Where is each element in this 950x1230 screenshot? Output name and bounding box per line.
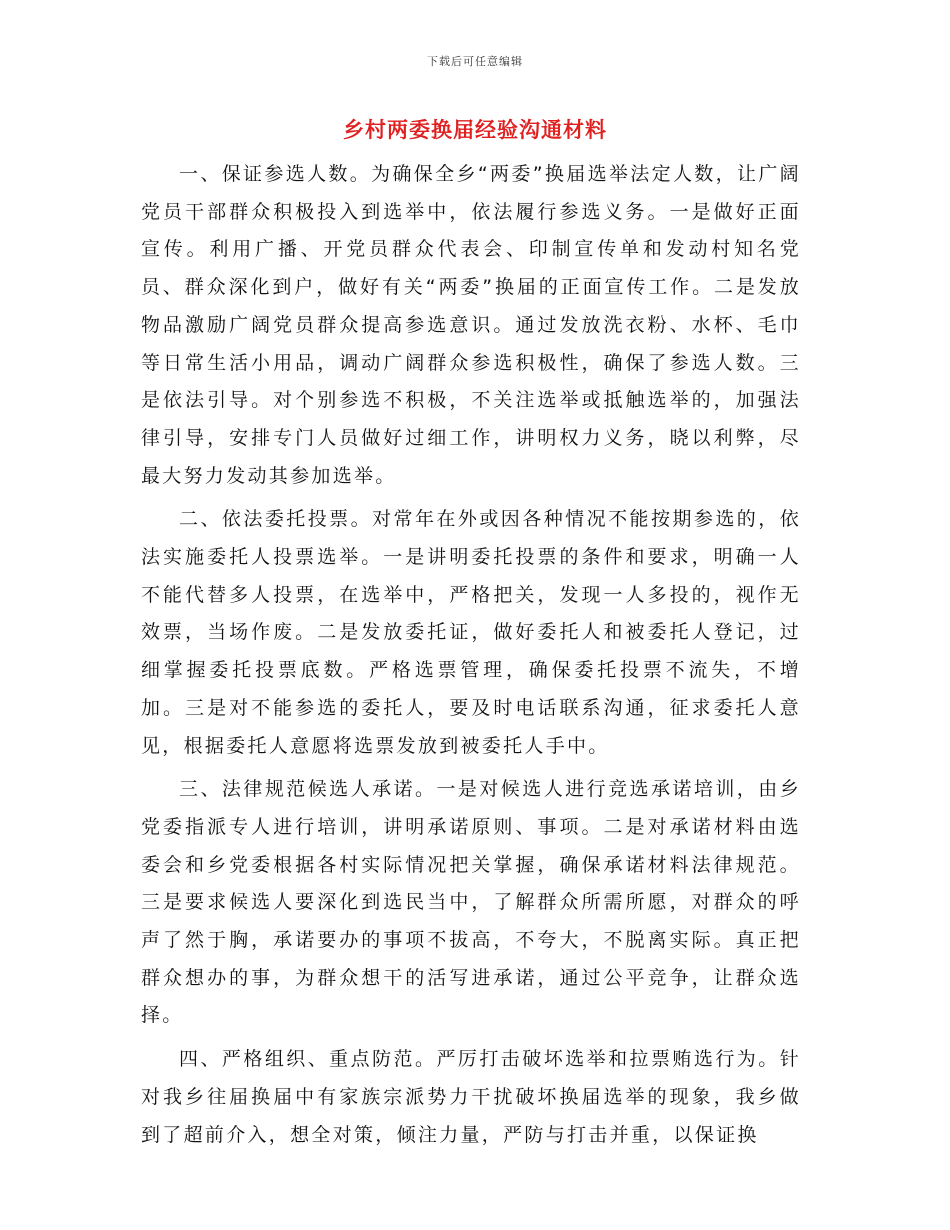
document-title: 乡村两委换届经验沟通材料 [343, 118, 607, 142]
header-note: 下载后可任意编辑 [427, 55, 523, 68]
document-body [141, 156, 801, 1160]
paragraph-2: 二、依法委托投票。对常年在外或因各种情况不能按期参选的，依法实施委托人投票选举。一是讲明委托投票的条件和要求，明确一人不能代替多人投票，在选举中，严格把关，发现一人多投的，视作无效票，当场作废。二是发放委托证，做好委托人和被委托人登记，过细掌握委托投票底数。严格选票管理，确保委托投票不流失，不增加。三是对不能参选的委托人，要及时电话联系沟通，征求委托人意见，根据委托人意愿将选票发放到被委托人手中。 [141, 508, 801, 757]
paragraph-1: 一、保证参选人数。为确保全乡“两委”换届选举法定人数，让广阔党员干部群众积极投入到选举中，依法履行参选义务。一是做好正面宣传。利用广播、开党员群众代表会、印制宣传单和发动村知名党员、群众深化到户，做好有关“两委”换届的正面宣传工作。二是发放物品激励广阔党员群众提高参选意识。通过发放洗衣粉、水杯、毛巾等日常生活小用品，调动广阔群众参选积极性，确保了参选人数。三是依法引导。对个别参选不积极，不关注选举或抵触选举的，加强法律引导，安排专门人员做好过细工作，讲明权力义务，晓以利弊，尽最大努力发动其参加选举。 [141, 163, 801, 487]
paragraph-3: 三、法律规范候选人承诺。一是对候选人进行竞选承诺培训，由乡党委指派专人进行培训，讲明承诺原则、事项。二是对承诺材料由选委会和乡党委根据各村实际情况把关掌握，确保承诺材料法律规范。三是要求候选人要深化到选民当中，了解群众所需所愿，对群众的呼声了然于胸，承诺要办的事项不拔高，不夸大，不脱离实际。真正把群众想办的事，为群众想干的活写进承诺，通过公平竞争，让群众选择。 [141, 778, 801, 1027]
paragraph-4: 四、严格组织、重点防范。严厉打击破坏选举和拉票贿选行为。针对我乡往届换届中有家族宗派势力干扰破坏换届选举的现象，我乡做到了超前介入，想全对策，倾注力量，严防与打击并重，以保证换 [141, 1048, 801, 1146]
